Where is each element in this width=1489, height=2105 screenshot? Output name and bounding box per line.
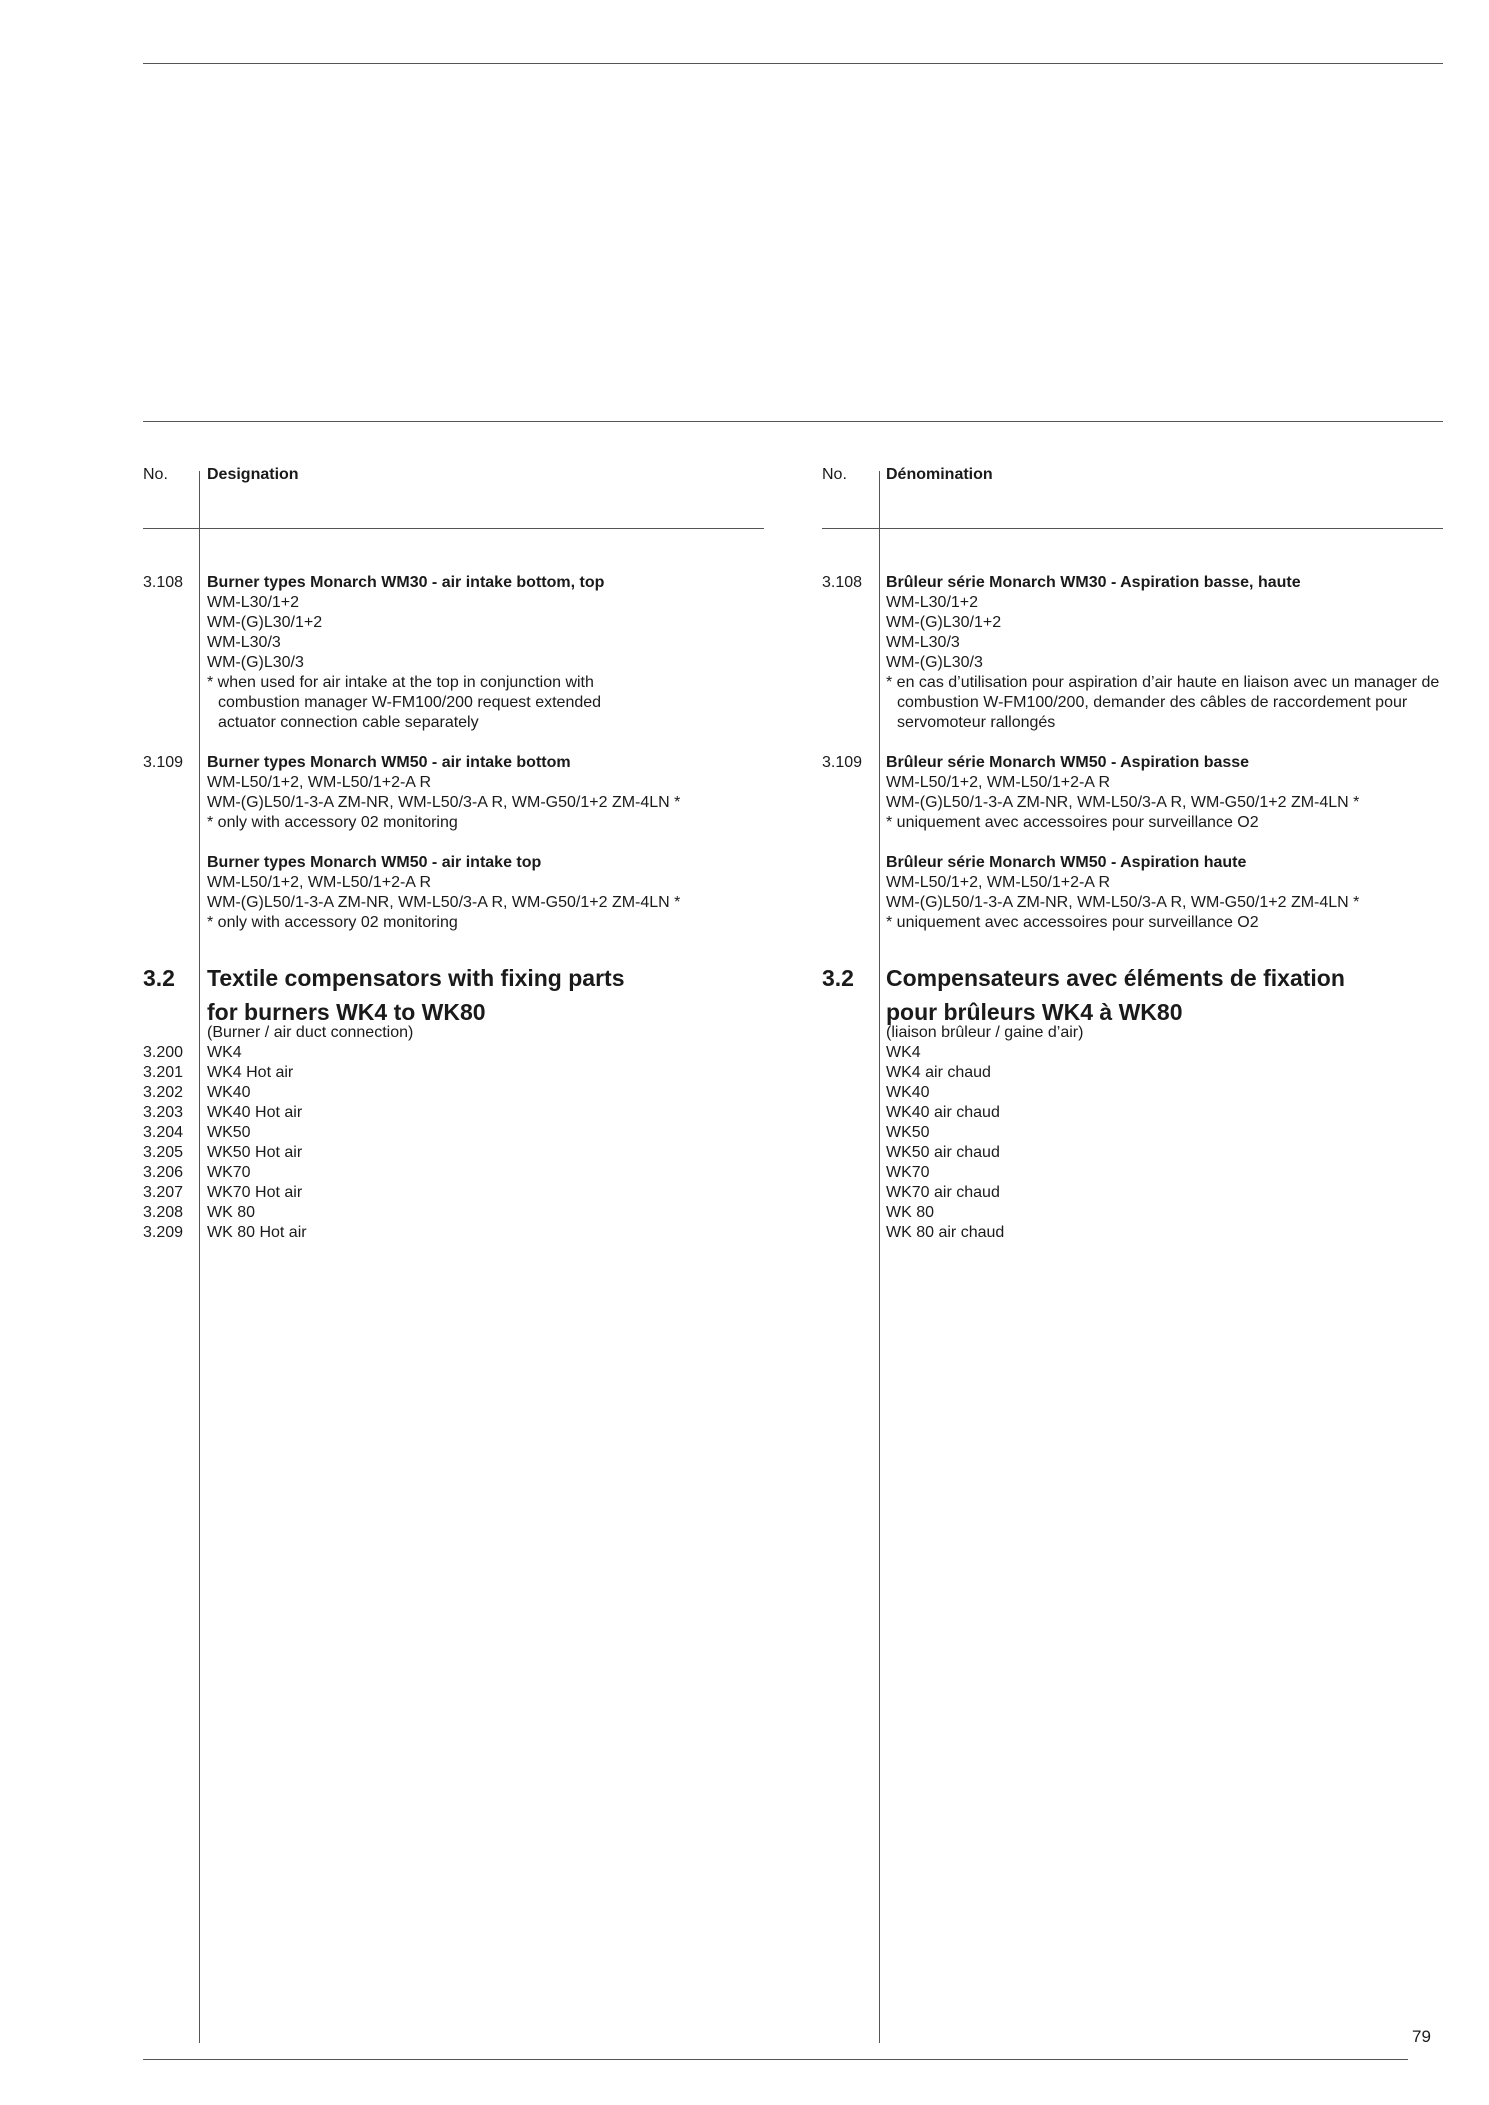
item-text: WK70 Hot air xyxy=(207,1184,303,1201)
footnote: * en cas d’utilisation pour aspiration d’air haute en liaison avec un manager de combustion W-FM100/200, demander des câbles de raccordement pour servomoteur rallongés xyxy=(886,674,1440,731)
item-text: WK 80 xyxy=(886,1204,935,1221)
list-item xyxy=(822,1183,1442,1203)
section-number: 3.2 xyxy=(143,965,175,991)
model-line: WM-(G)L30/3 xyxy=(207,654,304,671)
entry-title: Burner types Monarch WM50 - air intake top xyxy=(207,854,542,871)
left-column xyxy=(143,466,763,1243)
model-line: WM-(G)L30/1+2 xyxy=(207,614,323,631)
entry-number: 3.108 xyxy=(143,574,184,591)
item-number: 3.204 xyxy=(143,1124,184,1141)
entry-title: Brûleur série Monarch WM50 - Aspiration haute xyxy=(886,854,1247,871)
item-text: WK4 xyxy=(207,1044,242,1061)
section-number: 3.2 xyxy=(822,965,854,991)
section-heading xyxy=(822,961,1442,1029)
item-text: WK 80 xyxy=(207,1204,256,1221)
entry-number: 3.109 xyxy=(822,754,863,771)
item-number: 3.209 xyxy=(143,1224,184,1241)
section-heading xyxy=(143,961,763,1029)
list-item xyxy=(822,1123,1442,1143)
item-text: WK70 air chaud xyxy=(886,1184,1000,1201)
bottom-rule xyxy=(143,2059,1408,2060)
entry-3108 xyxy=(822,573,1442,733)
header-denomination: Dénomination xyxy=(886,466,993,483)
list-item xyxy=(143,1063,763,1083)
item-text: WK 80 Hot air xyxy=(207,1224,307,1241)
top-rule xyxy=(143,63,1443,64)
item-number: 3.200 xyxy=(143,1044,184,1061)
list-item xyxy=(822,1063,1442,1083)
model-line: WM-(G)L50/1-3-A ZM-NR, WM-L50/3-A R, WM-G50/1+2 ZM-4LN * xyxy=(207,794,681,811)
entry-3108 xyxy=(143,573,763,733)
list-item xyxy=(143,1103,763,1123)
model-line: WM-(G)L30/3 xyxy=(886,654,983,671)
item-text: WK4 air chaud xyxy=(886,1064,991,1081)
model-line: WM-(G)L50/1-3-A ZM-NR, WM-L50/3-A R, WM-G50/1+2 ZM-4LN * xyxy=(207,894,681,911)
model-line: WM-(G)L50/1-3-A ZM-NR, WM-L50/3-A R, WM-G50/1+2 ZM-4LN * xyxy=(886,794,1360,811)
item-number: 3.206 xyxy=(143,1164,184,1181)
list-item xyxy=(143,1203,763,1223)
list-item xyxy=(143,1083,763,1103)
list-item xyxy=(822,1043,1442,1063)
list-item xyxy=(822,1203,1442,1223)
item-number: 3.207 xyxy=(143,1184,184,1201)
model-line: WM-L50/1+2, WM-L50/1+2-A R xyxy=(207,874,432,891)
entry-title: Brûleur série Monarch WM50 - Aspiration basse xyxy=(886,754,1250,771)
subtitle-text: (liaison brûleur / gaine d’air) xyxy=(886,1024,1084,1041)
item-number: 3.201 xyxy=(143,1064,184,1081)
footnote: * only with accessory 02 monitoring xyxy=(207,814,458,831)
item-text: WK50 xyxy=(207,1124,251,1141)
item-text: WK 80 air chaud xyxy=(886,1224,1005,1241)
subtitle-text: (Burner / air duct connection) xyxy=(207,1024,414,1041)
model-line: WM-L30/3 xyxy=(886,634,960,651)
entry-number: 3.108 xyxy=(822,574,863,591)
model-line: WM-(G)L50/1-3-A ZM-NR, WM-L50/3-A R, WM-G50/1+2 ZM-4LN * xyxy=(886,894,1360,911)
model-line: WM-L50/1+2, WM-L50/1+2-A R xyxy=(886,874,1111,891)
item-text: WK40 xyxy=(207,1084,251,1101)
model-line: WM-L30/1+2 xyxy=(886,594,979,611)
section-title-line: for burners WK4 to WK80 xyxy=(207,999,486,1025)
list-item xyxy=(143,1143,763,1163)
right-table-header xyxy=(822,466,1442,498)
section-title-line: Textile compensators with fixing parts xyxy=(207,965,625,991)
list-item xyxy=(822,1223,1442,1243)
entry-title: Burner types Monarch WM50 - air intake bottom xyxy=(207,754,571,771)
section-title-line: Compensateurs avec éléments de fixation xyxy=(886,965,1345,991)
footnote: * uniquement avec accessoires pour surveillance O2 xyxy=(886,814,1259,831)
list-item xyxy=(822,1103,1442,1123)
item-text: WK4 Hot air xyxy=(207,1064,294,1081)
section-subtitle xyxy=(143,1023,763,1043)
list-item xyxy=(143,1163,763,1183)
footnote: * uniquement avec accessoires pour surveillance O2 xyxy=(886,914,1259,931)
item-number: 3.205 xyxy=(143,1144,184,1161)
item-number: 3.208 xyxy=(143,1204,184,1221)
model-line: WM-L50/1+2, WM-L50/1+2-A R xyxy=(886,774,1111,791)
item-number: 3.202 xyxy=(143,1084,184,1101)
item-text: WK40 Hot air xyxy=(207,1104,303,1121)
header-no: No. xyxy=(143,466,168,483)
left-table-header xyxy=(143,466,763,498)
item-number: 3.203 xyxy=(143,1104,184,1121)
model-line: WM-L30/3 xyxy=(207,634,281,651)
model-line: WM-L50/1+2, WM-L50/1+2-A R xyxy=(207,774,432,791)
footnote: * when used for air intake at the top in conjunction with combustion manager W-FM100/200 request extended actuator connection cable separately xyxy=(207,674,602,731)
item-text: WK40 air chaud xyxy=(886,1104,1000,1121)
compensator-list xyxy=(822,1043,1442,1243)
item-text: WK40 xyxy=(886,1084,930,1101)
section-title-line: pour brûleurs WK4 à WK80 xyxy=(886,999,1183,1025)
list-item xyxy=(822,1083,1442,1103)
section-subtitle xyxy=(822,1023,1442,1043)
list-item xyxy=(143,1043,763,1063)
header-no: No. xyxy=(822,466,847,483)
model-line: WM-L30/1+2 xyxy=(207,594,300,611)
footnote: * only with accessory 02 monitoring xyxy=(207,914,458,931)
entry-title: Brûleur série Monarch WM30 - Aspiration basse, haute xyxy=(886,574,1301,591)
item-text: WK50 xyxy=(886,1124,930,1141)
model-line: WM-(G)L30/1+2 xyxy=(886,614,1002,631)
compensator-list xyxy=(143,1043,763,1243)
header-designation: Designation xyxy=(207,466,299,483)
entry-title: Burner types Monarch WM30 - air intake bottom, top xyxy=(207,574,605,591)
right-column xyxy=(822,466,1442,1243)
list-item xyxy=(822,1143,1442,1163)
item-text: WK70 xyxy=(207,1164,251,1181)
entry-3109 xyxy=(143,753,763,933)
list-item xyxy=(143,1183,763,1203)
list-item xyxy=(143,1123,763,1143)
list-item xyxy=(143,1223,763,1243)
item-text: WK50 air chaud xyxy=(886,1144,1000,1161)
list-item xyxy=(822,1163,1442,1183)
item-text: WK50 Hot air xyxy=(207,1144,303,1161)
page-number: 79 xyxy=(1412,2027,1431,2046)
entry-3109 xyxy=(822,753,1442,933)
section-rule xyxy=(143,421,1443,422)
entry-number: 3.109 xyxy=(143,754,184,771)
item-text: WK4 xyxy=(886,1044,921,1061)
item-text: WK70 xyxy=(886,1164,930,1181)
